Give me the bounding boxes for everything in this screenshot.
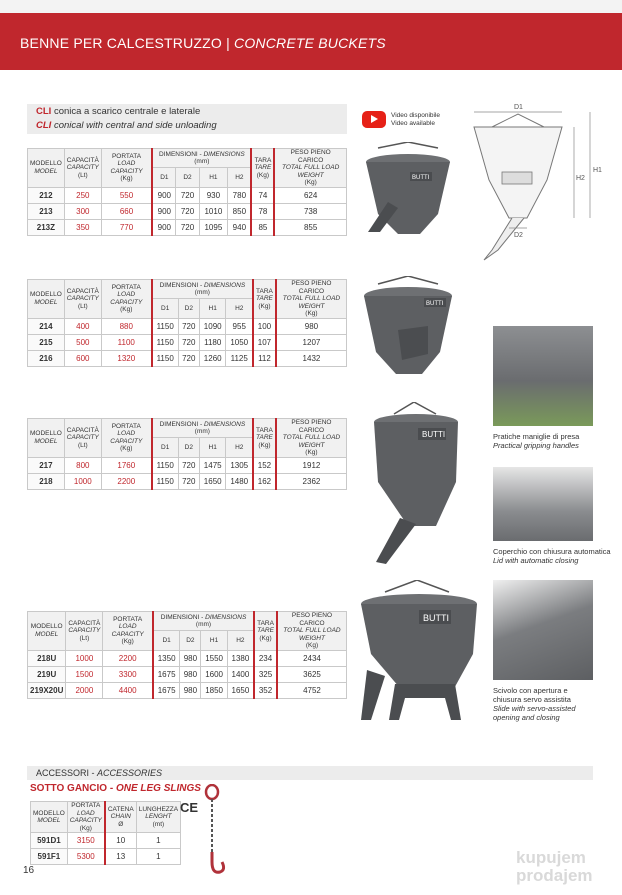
table-row: 214 400 880 1150 720 1090 955 100 980 [28, 318, 347, 334]
table-row: 213Z 350 770 900 720 1095 940 85 855 [28, 219, 347, 235]
top-strip [0, 0, 622, 13]
page-title: BENNE PER CALCESTRUZZO | CONCRETE BUCKETS [20, 35, 386, 51]
table-row: 591D1 3150 10 1 [31, 833, 181, 849]
feature-caption-3: Scivolo con apertura e chiusura servo assistita Slide with servo-assisted opening and closing [493, 686, 576, 722]
ce-mark: CE [180, 800, 199, 815]
feature-photo-slide [493, 580, 593, 680]
youtube-play-icon[interactable] [362, 111, 386, 128]
accessories-title: ACCESSORI - ACCESSORIES [36, 768, 163, 778]
spec-table-1: MODELLO MODEL CAPACITÀ CAPACITY (Lt) PORTATA LOAD CAPACITY (Kg) DIMENSIONI - DIMENSIONS (mm) TARA TARE (Kg) PESO PIENO CARICO TOTAL FULL LOAD WEIGHT (Kg) D1 D2 H1 H2 212 250 550 900 720 930 780 74 624 213 300 660 900 720 1010 850 78 738 213Z 350 770 900 720 1095 940 85 855 [27, 148, 347, 236]
table-row: 218U 1000 2200 1350 980 1550 1380 234 2434 [28, 650, 347, 666]
table-row: 213 300 660 900 720 1010 850 78 738 [28, 203, 347, 219]
table-row: 591F1 5300 13 1 [31, 849, 181, 865]
video-note: Video disponibile Video available [391, 112, 441, 127]
feature-caption-1: Pratiche maniglie di presa Practical gripping handles [493, 432, 580, 450]
chain-sling-icon [200, 784, 230, 879]
accessories-table: MODELLO MODEL PORTATA LOAD CAPACITY (Kg) CATENA CHAIN Ø LUNGHEZZA LENGHT (mt) 591D1 3150 10 1 591F1 5300 13 1 [30, 801, 181, 865]
feature-caption-2: Coperchio con chiusura automatica Lid with automatic closing [493, 547, 611, 565]
bucket-photo-4 [355, 580, 480, 725]
dim-d1-label: D1 [514, 104, 523, 111]
feature-photo-handles [493, 326, 593, 426]
watermark: kupujem prodajem [516, 848, 593, 885]
dim-d2-label: D2 [514, 232, 523, 239]
feature-photo-lid [493, 467, 593, 541]
table-row: 219U 1500 3300 1675 980 1600 1400 325 3625 [28, 666, 347, 682]
bucket-brand: BUTTI [412, 175, 430, 181]
page-number: 16 [23, 865, 35, 876]
bucket-brand: BUTTI [426, 301, 444, 307]
dim-h2-label: H2 [576, 175, 585, 182]
accessories-subtitle: SOTTO GANCIO - ONE LEG SLINGS [30, 783, 201, 794]
table-row: 215 500 1100 1150 720 1180 1050 107 1207 [28, 334, 347, 350]
spec-table-4: MODELLO MODEL CAPACITÀ CAPACITY (Lt) PORTATA LOAD CAPACITY (Kg) DIMENSIONI - DIMENSIONS (mm) TARA TARE (Kg) PESO PIENO CARICO TOTAL FULL LOAD WEIGHT (Kg) D1 D2 H1 H2 218U 1000 2200 1350 980 1550 1380 234 2434 219U 1500 3300 1675 980 1600 1400 325 3625 219X20U 2000 4400 1675 980 1850 1650 352 4752 [27, 611, 347, 699]
table-row: 216 600 1320 1150 720 1260 1125 112 1432 [28, 350, 347, 366]
bucket-brand: BUTTI [423, 613, 449, 623]
table-row: 219X20U 2000 4400 1675 980 1850 1650 352 4752 [28, 682, 347, 698]
series-line-en: CLI conical with central and side unloading [36, 120, 217, 131]
spec-table-3: MODELLO MODEL CAPACITÀ CAPACITY (Lt) PORTATA LOAD CAPACITY (Kg) DIMENSIONI - DIMENSIONS (mm) TARA TARE (Kg) PESO PIENO CARICO TOTAL FULL LOAD WEIGHT (Kg) D1 D2 H1 H2 217 800 1760 1150 720 1475 1305 152 1912 218 1000 2200 1150 720 1650 1480 162 2362 [27, 418, 347, 490]
table-row: 218 1000 2200 1150 720 1650 1480 162 2362 [28, 473, 347, 489]
bucket-photo-1 [358, 142, 458, 242]
series-line-it: CLI conica a scarico centrale e laterale [36, 106, 201, 117]
dim-h1-label: H1 [593, 167, 602, 174]
bucket-photo-2 [358, 276, 458, 381]
table-row: 217 800 1760 1150 720 1475 1305 152 1912 [28, 457, 347, 473]
bucket-photo-3 [364, 402, 464, 572]
header-banner [0, 13, 622, 70]
table-row: 212 250 550 900 720 930 780 74 624 [28, 187, 347, 203]
dimension-diagram [462, 100, 612, 270]
spec-table-2: MODELLO MODEL CAPACITÀ CAPACITY (Lt) PORTATA LOAD CAPACITY (Kg) DIMENSIONI - DIMENSIONS (mm) TARA TARE (Kg) PESO PIENO CARICO TOTAL FULL LOAD WEIGHT (Kg) D1 D2 H1 H2 214 400 880 1150 720 1090 955 100 980 215 500 1100 1150 720 1180 1050 107 1207 216 600 1320 1150 720 1260 1125 112 1432 [27, 279, 347, 367]
bucket-brand: BUTTI [422, 430, 446, 439]
